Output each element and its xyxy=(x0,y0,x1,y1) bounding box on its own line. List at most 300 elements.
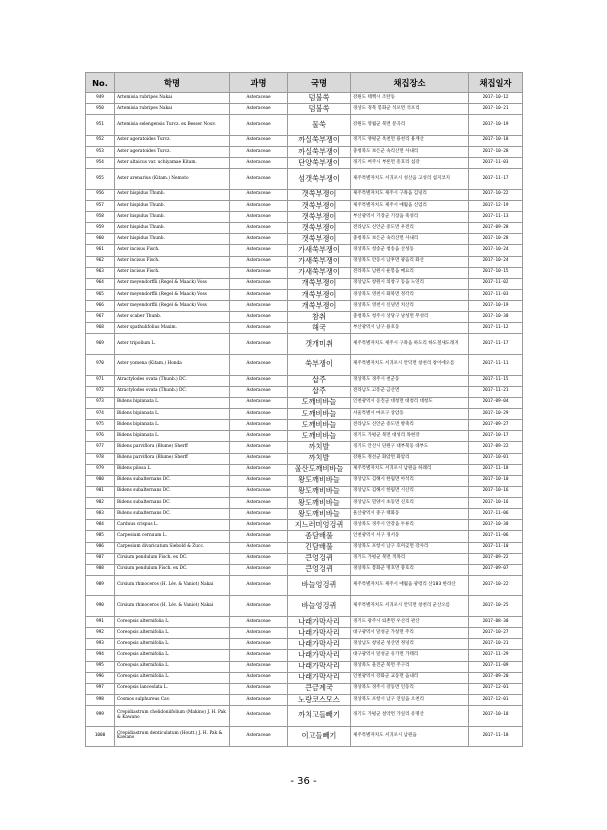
header-no: No. xyxy=(86,73,115,93)
table-cell-korean-name: 해국 xyxy=(288,323,351,334)
table-cell-date: 2017-10-01 xyxy=(469,453,523,464)
table-row xyxy=(86,135,523,146)
table-cell-date: 2017-11-21 xyxy=(469,386,523,397)
table-cell-family: Asteraceae xyxy=(230,93,288,104)
table-row xyxy=(86,639,523,650)
table-cell-location: 경기도 양평군 옥천면 용천리 용계산 xyxy=(351,135,469,146)
table-cell-location: 대구광역시 달성군 유가면 가태리 xyxy=(351,650,469,661)
table-cell-korean-name: 섬갯쑥부쟁이 xyxy=(288,169,351,190)
table-cell-family: Asteraceae xyxy=(230,420,288,431)
table-cell-korean-name: 삽주 xyxy=(288,386,351,397)
table-cell-location: 제주특별자치도 서귀포시 남원읍 xyxy=(351,726,469,747)
table-cell-family: Asteraceae xyxy=(230,431,288,442)
table-cell-no: 975 xyxy=(86,420,115,431)
table-cell-family: Asteraceae xyxy=(230,189,288,200)
table-cell-korean-name: 개쑥부쟁이 xyxy=(288,301,351,312)
table-cell-family: Asteraceae xyxy=(230,212,288,223)
table-row xyxy=(86,596,523,617)
table-row xyxy=(86,726,523,747)
table-cell-location: 경상남도 밀양시 초동면 신호리 xyxy=(351,498,469,509)
table-cell-location: 충청북도 보은군 속리산면 사내리 xyxy=(351,234,469,245)
table-cell-location: 전라북도 남원시 운봉읍 매요리 xyxy=(351,267,469,278)
table-cell-location: 제주특별자치도 제주시 애월읍 광령리 산183 한라산 xyxy=(351,575,469,596)
table-cell-family: Asteraceae xyxy=(230,639,288,650)
table-cell-family: Asteraceae xyxy=(230,726,288,747)
table-cell-scientific-name: Coreopsis alternifolia L. xyxy=(115,628,230,639)
table-cell-location: 충청북도 보은군 속리산면 사내리 xyxy=(351,146,469,157)
table-cell-family: Asteraceae xyxy=(230,520,288,531)
table-cell-date: 2017-10-10 xyxy=(469,475,523,486)
table-cell-scientific-name: Aster ageratoides Turcz. xyxy=(115,135,230,146)
table-cell-family: Asteraceae xyxy=(230,397,288,408)
table-cell-family: Asteraceae xyxy=(230,683,288,694)
table-row xyxy=(86,93,523,104)
table-cell-location: 제주특별자치도 제주시 구좌읍 하도리 하도철새도래지 xyxy=(351,334,469,355)
table-row xyxy=(86,278,523,289)
table-row xyxy=(86,323,523,334)
table-cell-family: Asteraceae xyxy=(230,334,288,355)
table-cell-no: 961 xyxy=(86,245,115,256)
table-cell-date: 2017-10-25 xyxy=(469,596,523,617)
table-cell-family: Asteraceae xyxy=(230,542,288,553)
table-cell-no: 969 xyxy=(86,334,115,355)
table-cell-location: 경상북도 경주시 강동면 인동리 xyxy=(351,683,469,694)
table-cell-location: 경상남도 김해시 한림면 시산리 xyxy=(351,486,469,497)
table-cell-date: 2017-10-28 xyxy=(469,146,523,157)
table-row xyxy=(86,464,523,475)
table-cell-family: Asteraceae xyxy=(230,498,288,509)
table-cell-scientific-name: Coreopsis alternifolia L. xyxy=(115,617,230,628)
table-cell-location: 경기도 안산시 단원구 대부북동 대부도 xyxy=(351,442,469,453)
table-cell-korean-name: 왕도깨비바늘 xyxy=(288,475,351,486)
table-cell-location: 경상남도 창원시 의창구 동읍 노연리 xyxy=(351,278,469,289)
table-cell-location: 경상도 경북 봉화군 석포면 석포리 xyxy=(351,104,469,115)
table-cell-date: 2017-10-30 xyxy=(469,312,523,323)
table-cell-location: 제주특별자치도 제주시 애월읍 신엄리 xyxy=(351,200,469,211)
table-cell-date: 2017-11-06 xyxy=(469,531,523,542)
table-cell-no: 995 xyxy=(86,661,115,672)
table-cell-family: Asteraceae xyxy=(230,575,288,596)
table-cell-scientific-name: Carpesium divaricatum Siebold & Zucc. xyxy=(115,542,230,553)
table-cell-no: 996 xyxy=(86,672,115,683)
table-cell-no: 965 xyxy=(86,289,115,300)
table-row xyxy=(86,256,523,267)
table-cell-family: Asteraceae xyxy=(230,234,288,245)
table-cell-date: 2017-11-15 xyxy=(469,375,523,386)
table-cell-no: 988 xyxy=(86,564,115,575)
table-row xyxy=(86,706,523,727)
table-cell-korean-name: 왕도깨비바늘 xyxy=(288,509,351,520)
table-row xyxy=(86,564,523,575)
page-number: - 36 - xyxy=(290,776,317,787)
table-cell-no: 985 xyxy=(86,531,115,542)
table-cell-date: 2017-10-27 xyxy=(469,628,523,639)
table-cell-korean-name: 도깨비바늘 xyxy=(288,420,351,431)
table-row xyxy=(86,334,523,355)
table-cell-family: Asteraceae xyxy=(230,409,288,420)
table-cell-location: 전라남도 신안군 증도면 방축리 xyxy=(351,420,469,431)
table-cell-no: 977 xyxy=(86,442,115,453)
header-family: 과명 xyxy=(230,73,288,93)
table-cell-no: 981 xyxy=(86,486,115,497)
table-cell-korean-name: 좀담배풀 xyxy=(288,531,351,542)
table-cell-no: 963 xyxy=(86,267,115,278)
table-cell-location: 경상북도 포항시 남구 호미곶면 강사리 xyxy=(351,542,469,553)
table-cell-family: Asteraceae xyxy=(230,312,288,323)
table-cell-korean-name: 노랑코스모스 xyxy=(288,694,351,705)
table-cell-scientific-name: Carpesium cernuum L. xyxy=(115,531,230,542)
table-cell-family: Asteraceae xyxy=(230,672,288,683)
table-cell-family: Asteraceae xyxy=(230,323,288,334)
table-cell-no: 954 xyxy=(86,158,115,169)
table-cell-location: 제주특별자치도 서귀포시 남원읍 하례리 xyxy=(351,464,469,475)
table-cell-no: 967 xyxy=(86,312,115,323)
table-row xyxy=(86,386,523,397)
table-row xyxy=(86,650,523,661)
table-cell-korean-name: 갯쑥부쟁이 xyxy=(288,200,351,211)
table-cell-location: 경상북도 경주시 안강읍 두류리 xyxy=(351,520,469,531)
table-cell-family: Asteraceae xyxy=(230,453,288,464)
table-cell-korean-name: 덤불쑥 xyxy=(288,93,351,104)
table-cell-location: 전라남도 고흥군 금산면 xyxy=(351,386,469,397)
table-cell-scientific-name: Bidens parviflora (Blume) Sherff xyxy=(115,453,230,464)
table-cell-date: 2017-10-24 xyxy=(469,256,523,267)
table-cell-location: 충청북도 청주시 상당구 낭성면 무성리 xyxy=(351,312,469,323)
table-cell-date: 2017-09-04 xyxy=(469,397,523,408)
table-row xyxy=(86,289,523,300)
table-cell-family: Asteraceae xyxy=(230,650,288,661)
table-cell-no: 991 xyxy=(86,617,115,628)
table-cell-no: 970 xyxy=(86,355,115,376)
table-cell-family: Asteraceae xyxy=(230,355,288,376)
table-cell-scientific-name: Aster hispidus Thunb. xyxy=(115,223,230,234)
table-cell-scientific-name: Aster yomena (Kitam.) Honda xyxy=(115,355,230,376)
table-cell-date: 2017-11-13 xyxy=(469,212,523,223)
table-row xyxy=(86,312,523,323)
table-cell-no: 992 xyxy=(86,628,115,639)
table-row xyxy=(86,475,523,486)
table-row xyxy=(86,104,523,115)
table-cell-no: 1000 xyxy=(86,726,115,747)
table-cell-scientific-name: Crepidiastrum chelidoniifolium (Makino) J. H. Pak & Kawano xyxy=(115,706,230,727)
table-cell-date: 2017-11-11 xyxy=(469,355,523,376)
table-cell-no: 994 xyxy=(86,650,115,661)
table-row xyxy=(86,453,523,464)
table-cell-korean-name: 단양쑥부쟁이 xyxy=(288,158,351,169)
table-row xyxy=(86,553,523,564)
table-cell-no: 989 xyxy=(86,575,115,596)
table-cell-location: 경상북도 영천시 신녕면 치산리 xyxy=(351,301,469,312)
table-cell-family: Asteraceae xyxy=(230,464,288,475)
table-cell-scientific-name: Aster meyendorffii (Regel & Maack) Voss xyxy=(115,278,230,289)
table-cell-location: 강원도 정선군 화암면 화암리 xyxy=(351,453,469,464)
table-cell-no: 949 xyxy=(86,93,115,104)
table-cell-scientific-name: Coreopsis alternifolia L. xyxy=(115,661,230,672)
table-cell-scientific-name: Aster hispidus Thunb. xyxy=(115,200,230,211)
table-cell-location: 제주특별자치도 서귀포시 안덕면 창천리 창이에오름 xyxy=(351,355,469,376)
table-cell-no: 966 xyxy=(86,301,115,312)
table-cell-korean-name: 나래가막사리 xyxy=(288,617,351,628)
table-cell-korean-name: 가새쑥부쟁이 xyxy=(288,256,351,267)
table-cell-scientific-name: Bidens subalternans DC. xyxy=(115,475,230,486)
table-row xyxy=(86,301,523,312)
table-cell-scientific-name: Bidens bipinnata L. xyxy=(115,397,230,408)
table-cell-family: Asteraceae xyxy=(230,706,288,727)
table-cell-family: Asteraceae xyxy=(230,301,288,312)
table-cell-location: 경상북도 포항시 남구 연일읍 오천리 xyxy=(351,694,469,705)
table-cell-no: 998 xyxy=(86,694,115,705)
table-cell-no: 978 xyxy=(86,453,115,464)
table-cell-scientific-name: Bidens bipinnata L. xyxy=(115,431,230,442)
table-cell-korean-name: 삽주 xyxy=(288,375,351,386)
table-cell-family: Asteraceae xyxy=(230,158,288,169)
table-cell-location: 울산광역시 중구 태화동 xyxy=(351,509,469,520)
table-cell-scientific-name: Crepidiastrum denticulatum (Houtt.) J. H. Pak & Kawano xyxy=(115,726,230,747)
table-cell-no: 952 xyxy=(86,135,115,146)
table-cell-scientific-name: Coreopsis lanceolata L. xyxy=(115,683,230,694)
table-cell-date: 2017-11-03 xyxy=(469,158,523,169)
table-cell-scientific-name: Aster incisus Fisch. xyxy=(115,267,230,278)
table-row xyxy=(86,189,523,200)
table-cell-scientific-name: Carduus crispus L. xyxy=(115,520,230,531)
table-cell-no: 968 xyxy=(86,323,115,334)
table-cell-date: 2017-11-02 xyxy=(469,278,523,289)
table-cell-date: 2017-10-17 xyxy=(469,431,523,442)
table-row xyxy=(86,683,523,694)
table-cell-location: 강원도 태백시 조탄동 xyxy=(351,93,469,104)
table-cell-scientific-name: Aster hispidus Thunb. xyxy=(115,234,230,245)
table-cell-korean-name: 갯쑥부쟁이 xyxy=(288,234,351,245)
table-cell-no: 959 xyxy=(86,223,115,234)
table-cell-korean-name: 나래가막사리 xyxy=(288,639,351,650)
table-cell-korean-name: 긴담배풀 xyxy=(288,542,351,553)
table-cell-family: Asteraceae xyxy=(230,278,288,289)
table-row xyxy=(86,486,523,497)
table-cell-date: 2017-11-18 xyxy=(469,464,523,475)
table-cell-family: Asteraceae xyxy=(230,146,288,157)
table-cell-no: 960 xyxy=(86,234,115,245)
table-cell-date: 2017-10-22 xyxy=(469,575,523,596)
table-cell-family: Asteraceae xyxy=(230,115,288,136)
table-row xyxy=(86,531,523,542)
table-cell-date: 2017-10-22 xyxy=(469,189,523,200)
table-cell-no: 999 xyxy=(86,706,115,727)
table-cell-korean-name: 까실쑥부쟁이 xyxy=(288,135,351,146)
table-cell-scientific-name: Bidens subalternans DC. xyxy=(115,498,230,509)
table-cell-korean-name: 까치발 xyxy=(288,442,351,453)
table-cell-location: 전라남도 신안군 증도면 우전리 xyxy=(351,223,469,234)
table-cell-korean-name: 도깨비바늘 xyxy=(288,397,351,408)
table-cell-scientific-name: Aster tripolium L. xyxy=(115,334,230,355)
table-cell-family: Asteraceae xyxy=(230,661,288,672)
table-cell-location: 경기도 가평군 북면 적목리 xyxy=(351,553,469,564)
table-row xyxy=(86,115,523,136)
table-cell-scientific-name: Atractylodes ovata (Thunb.) DC. xyxy=(115,375,230,386)
table-cell-scientific-name: Aster ageratoides Turcz. xyxy=(115,146,230,157)
table-cell-korean-name: 까치고들빼기 xyxy=(288,706,351,727)
table-cell-location: 제주특별자치도 서귀포시 안덕면 창천리 군산오름 xyxy=(351,596,469,617)
table-cell-korean-name: 갯쑥부쟁이 xyxy=(288,189,351,200)
table-cell-family: Asteraceae xyxy=(230,531,288,542)
table-cell-location: 부산광역시 기장군 기장읍 죽성리 xyxy=(351,212,469,223)
table-cell-location: 경기도 광주시 퇴촌면 우산리 관산 xyxy=(351,617,469,628)
table-cell-family: Asteraceae xyxy=(230,169,288,190)
header-korean-name: 국명 xyxy=(288,73,351,93)
table-cell-scientific-name: Aster incisus Fisch. xyxy=(115,245,230,256)
table-cell-date: 2017-11-17 xyxy=(469,169,523,190)
table-cell-no: 982 xyxy=(86,498,115,509)
table-cell-korean-name: 가새쑥부쟁이 xyxy=(288,267,351,278)
table-cell-scientific-name: Coreopsis alternifolia L. xyxy=(115,639,230,650)
header-date: 채집일자 xyxy=(469,73,523,93)
table-cell-date: 2017-10-19 xyxy=(469,301,523,312)
table-cell-korean-name: 까치발 xyxy=(288,453,351,464)
table-cell-korean-name: 개쑥부쟁이 xyxy=(288,289,351,300)
table-cell-no: 956 xyxy=(86,189,115,200)
table-cell-korean-name: 덤불쑥 xyxy=(288,104,351,115)
table-cell-korean-name: 도깨비바늘 xyxy=(288,409,351,420)
table-cell-location: 인천광역시 서구 경서동 xyxy=(351,531,469,542)
table-cell-scientific-name: Cirsium rhinoceros (H. Lév. & Vaniot) Nakai xyxy=(115,596,230,617)
table-cell-korean-name: 이고들빼기 xyxy=(288,726,351,747)
table-cell-date: 2017-10-16 xyxy=(469,498,523,509)
table-cell-scientific-name: Bidens bipinnata L. xyxy=(115,409,230,420)
table-row xyxy=(86,617,523,628)
table-cell-location: 경상북도 봉화군 명호면 풍호리 xyxy=(351,564,469,575)
table-cell-korean-name: 나래가막사리 xyxy=(288,650,351,661)
table-cell-no: 997 xyxy=(86,683,115,694)
table-cell-location: 경기도 가평군 북면 대성리 목현강 xyxy=(351,431,469,442)
table-cell-location: 제주특별자치도 서귀포시 성산읍 고성리 섭지코지 xyxy=(351,169,469,190)
table-cell-date: 2017-12-19 xyxy=(469,200,523,211)
table-cell-scientific-name: Coreopsis alternifolia L. xyxy=(115,650,230,661)
table-cell-date: 2017-10-15 xyxy=(469,267,523,278)
table-row xyxy=(86,169,523,190)
table-row xyxy=(86,223,523,234)
table-cell-korean-name: 참취 xyxy=(288,312,351,323)
table-cell-date: 2017-08-30 xyxy=(469,617,523,628)
table-cell-korean-name: 나래가막사리 xyxy=(288,628,351,639)
table-row xyxy=(86,420,523,431)
table-cell-date: 2017-11-29 xyxy=(469,650,523,661)
table-cell-family: Asteraceae xyxy=(230,200,288,211)
table-cell-family: Asteraceae xyxy=(230,289,288,300)
table-cell-date: 2017-09-22 xyxy=(469,553,523,564)
table-cell-scientific-name: Aster altaicus var. uchiyamae Kitam. xyxy=(115,158,230,169)
table-cell-no: 993 xyxy=(86,639,115,650)
table-cell-no: 983 xyxy=(86,509,115,520)
table-cell-no: 955 xyxy=(86,169,115,190)
table-cell-no: 974 xyxy=(86,409,115,420)
table-cell-korean-name: 쑥부쟁이 xyxy=(288,355,351,376)
header-scientific-name: 학명 xyxy=(115,73,230,93)
table-cell-date: 2017-10-21 xyxy=(469,639,523,650)
table-cell-scientific-name: Bidens subalternans DC. xyxy=(115,509,230,520)
table-cell-korean-name: 바늘엉겅퀴 xyxy=(288,596,351,617)
table-cell-location: 경상북도 청송군 청송읍 산성동 xyxy=(351,245,469,256)
table-cell-location: 대구광역시 달성군 가창면 주리 xyxy=(351,628,469,639)
table-row xyxy=(86,509,523,520)
table-cell-location: 경상북도 안동시 남후면 광음리 화산 xyxy=(351,256,469,267)
table-cell-scientific-name: Aster spathulifolius Maxim. xyxy=(115,323,230,334)
table-cell-date: 2017-10-18 xyxy=(469,135,523,146)
table-cell-korean-name: 지느러미엉겅퀴 xyxy=(288,520,351,531)
table-row xyxy=(86,542,523,553)
table-cell-korean-name: 큰엉겅퀴 xyxy=(288,564,351,575)
table-cell-family: Asteraceae xyxy=(230,223,288,234)
table-row xyxy=(86,431,523,442)
table-cell-date: 2017-12-01 xyxy=(469,683,523,694)
table-cell-scientific-name: Aster meyendorffii (Regel & Maack) Voss xyxy=(115,289,230,300)
table-cell-family: Asteraceae xyxy=(230,553,288,564)
table-cell-korean-name: 물쑥 xyxy=(288,115,351,136)
table-cell-family: Asteraceae xyxy=(230,104,288,115)
table-cell-family: Asteraceae xyxy=(230,375,288,386)
table-cell-date: 2017-09-07 xyxy=(469,564,523,575)
table-row xyxy=(86,397,523,408)
table-cell-date: 2017-10-24 xyxy=(469,245,523,256)
table-cell-korean-name: 나래가막사리 xyxy=(288,672,351,683)
table-cell-date: 2017-11-12 xyxy=(469,323,523,334)
table-cell-location: 경상북도 울진군 북면 주구리 xyxy=(351,661,469,672)
table-row xyxy=(86,628,523,639)
table-cell-no: 987 xyxy=(86,553,115,564)
table-cell-no: 950 xyxy=(86,104,115,115)
table-cell-date: 2017-09-22 xyxy=(469,442,523,453)
table-cell-scientific-name: Artemisia selengensis Turcz. ex Besser Nouv. xyxy=(115,115,230,136)
table-cell-date: 2017-10-18 xyxy=(469,706,523,727)
table-row xyxy=(86,200,523,211)
table-row xyxy=(86,146,523,157)
table-cell-korean-name: 울산도깨비바늘 xyxy=(288,464,351,475)
header-location: 채집장소 xyxy=(351,73,469,93)
table-cell-family: Asteraceae xyxy=(230,486,288,497)
table-cell-scientific-name: Aster meyendorffii (Regel & Maack) Voss xyxy=(115,301,230,312)
table-cell-date: 2017-12-01 xyxy=(469,694,523,705)
table-cell-korean-name: 까실쑥부쟁이 xyxy=(288,146,351,157)
table-row xyxy=(86,520,523,531)
table-cell-korean-name: 큰엉겅퀴 xyxy=(288,553,351,564)
table-row xyxy=(86,661,523,672)
table-cell-no: 990 xyxy=(86,596,115,617)
table-cell-date: 2017-09-20 xyxy=(469,672,523,683)
table-cell-scientific-name: Aster scaber Thunb. xyxy=(115,312,230,323)
table-cell-location: 제주특별자치도 제주시 구좌읍 김녕리 xyxy=(351,189,469,200)
table-cell-scientific-name: Cirsium rhinoceros (H. Lév. & Vaniot) Nakai xyxy=(115,575,230,596)
table-cell-location: 인천광역시 강화군 교동면 읍내리 xyxy=(351,672,469,683)
table-cell-location: 경기도 가평군 설악면 가일리 유명산 xyxy=(351,706,469,727)
table-cell-no: 964 xyxy=(86,278,115,289)
table-cell-date: 2017-11-06 xyxy=(469,509,523,520)
table-cell-date: 2017-09-28 xyxy=(469,223,523,234)
table-cell-date: 2017-10-21 xyxy=(469,104,523,115)
table-cell-family: Asteraceae xyxy=(230,267,288,278)
table-cell-korean-name: 도깨비바늘 xyxy=(288,431,351,442)
table-cell-scientific-name: Cirsium pendulum Fisch. ex DC. xyxy=(115,553,230,564)
table-cell-family: Asteraceae xyxy=(230,135,288,146)
table-cell-scientific-name: Bidens pilosa L. xyxy=(115,464,230,475)
table-cell-scientific-name: Artemisia rubripes Nakai xyxy=(115,93,230,104)
table-cell-korean-name: 바늘엉겅퀴 xyxy=(288,575,351,596)
table-cell-korean-name: 왕도깨비바늘 xyxy=(288,486,351,497)
table-cell-date: 2017-11-17 xyxy=(469,334,523,355)
table-cell-korean-name: 갯쑥부쟁이 xyxy=(288,223,351,234)
table-cell-scientific-name: Bidens subalternans DC. xyxy=(115,486,230,497)
table-cell-family: Asteraceae xyxy=(230,442,288,453)
table-cell-location: 경상북도 영천시 화북면 정각리 xyxy=(351,289,469,300)
table-row xyxy=(86,409,523,420)
table-cell-no: 951 xyxy=(86,115,115,136)
